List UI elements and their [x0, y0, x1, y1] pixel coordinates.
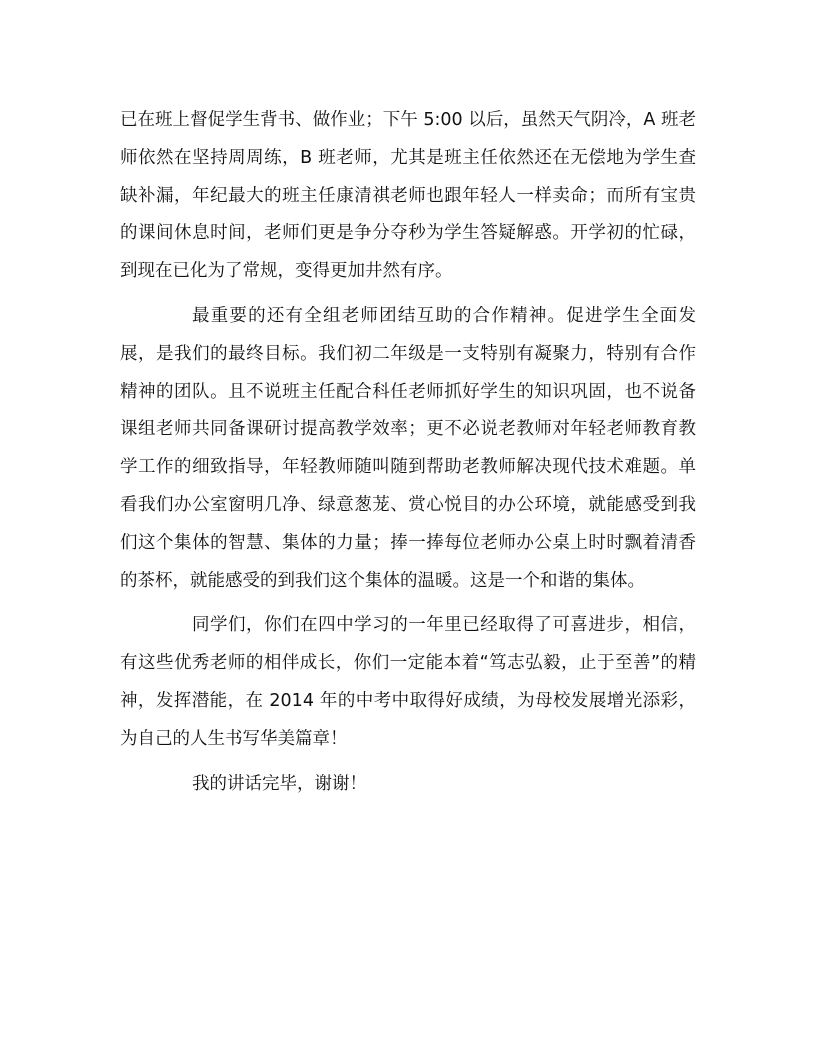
paragraph-continued: 已在班上督促学生背书、做作业；下午 5:00 以后，虽然天气阴冷，A 班老师依然在坚持周周练，B 班老师，尤其是班主任依然还在无偿地为学生查缺补漏，年纪最大的班主任康清祺老师也跟年轻人一样卖命；而所有宝贵的课间休息时间，老师们更是争分夺秒为学生答疑解惑。开学初的忙碌，到现在已化为了常规，变得更加井然有序。 [120, 110, 696, 282]
paragraph-teamwork: 最重要的还有全组老师团结互助的合作精神。促进学生全面发展，是我们的最终目标。我们初二年级是一支特别有凝聚力，特别有合作精神的团队。且不说班主任配合科任老师抓好学生的知识巩固，也不说备课组老师共同备课研讨提高教学效率；更不必说老教师对年轻老师教育教学工作的细致指导，年轻教师随叫随到帮助老教师解决现代技术难题。单看我们办公室窗明几净、绿意葱茏、赏心悦目的办公环境，就能感受到我们这个集体的智慧、集体的力量；捧一捧每位老师办公桌上时时飘着清香的茶杯，就能感受的到我们这个集体的温暖。这是一个和谐的集体。 [120, 305, 696, 591]
paragraph-students: 同学们，你们在四中学习的一年里已经取得了可喜进步，相信，有这些优秀老师的相伴成长，你们一定能本着“笃志弘毅，止于至善”的精神，发挥潜能，在 2014 年的中考中取得好成绩，为母校发展增光添彩，为自己的人生书写华美篇章！ [120, 615, 696, 749]
paragraph-closing: 我的讲话完毕，谢谢！ [192, 773, 367, 794]
speech-body [120, 102, 696, 803]
